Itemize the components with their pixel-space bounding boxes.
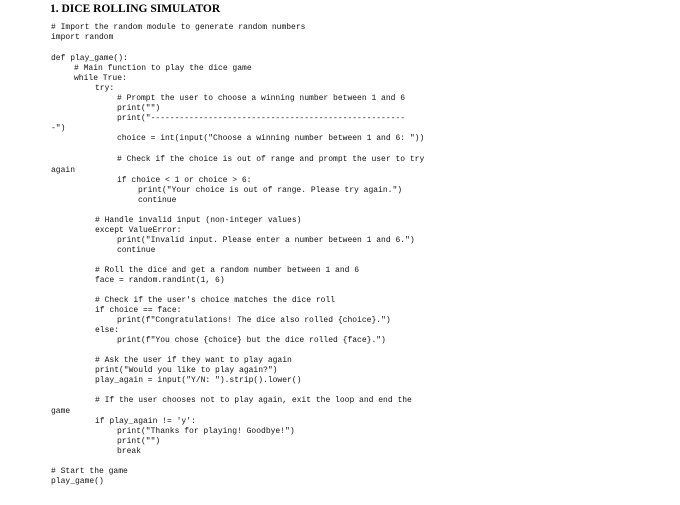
code-line-11: choice = int(input("Choose a winning number between 1 and 6: "))	[117, 134, 425, 143]
code-line-13: again	[51, 166, 76, 175]
code-line-25: print(f"Congratulations! The dice also rolled {choice}.")	[117, 316, 391, 325]
code-line-30: play_again = input("Y/N: ").strip().lower()	[95, 376, 302, 385]
code-line-1: # Import the random module to generate random numbers	[51, 23, 306, 32]
code-line-37: # Start the game	[51, 467, 128, 476]
code-line-5: while True:	[74, 74, 127, 83]
code-line-9: print("-----------------------------------------------------	[117, 114, 406, 123]
code-line-17: # Handle invalid input (non-integer values)	[95, 216, 302, 225]
code-line-8: print("")	[117, 104, 161, 113]
code-line-14: if choice < 1 or choice > 6:	[117, 176, 252, 185]
code-line-27: print(f"You chose {choice} but the dice rolled {face}.")	[117, 336, 386, 345]
code-line-20: continue	[117, 246, 156, 255]
code-line-4: # Main function to play the dice game	[74, 64, 252, 73]
code-line-15: print("Your choice is out of range. Please try again.")	[138, 186, 403, 195]
code-line-35: print("")	[117, 437, 161, 446]
code-line-6: try:	[95, 84, 115, 93]
code-line-31: # If the user chooses not to play again, exit the loop and end the	[95, 396, 412, 405]
code-line-38: play_game()	[51, 477, 104, 486]
code-line-7: # Prompt the user to choose a winning number between 1 and 6	[117, 94, 406, 103]
code-line-2: import random	[51, 33, 114, 42]
code-line-21: # Roll the dice and get a random number between 1 and 6	[95, 266, 360, 275]
code-line-29: print("Would you like to play again?")	[95, 366, 278, 375]
code-line-33: if play_again != 'y':	[95, 417, 196, 426]
code-line-12: # Check if the choice is out of range and prompt the user to try	[117, 155, 425, 164]
code-line-19: print("Invalid input. Please enter a number between 1 and 6.")	[117, 236, 415, 245]
code-line-32: game	[51, 407, 71, 416]
code-line-28: # Ask the user if they want to play again	[95, 356, 292, 365]
code-line-22: face = random.randint(1, 6)	[95, 276, 225, 285]
code-line-18: except ValueError:	[95, 226, 182, 235]
code-line-16: continue	[138, 196, 177, 205]
code-line-26: else:	[95, 326, 120, 335]
document-title: 1. DICE ROLLING SIMULATOR	[50, 3, 221, 15]
code-line-34: print("Thanks for playing! Goodbye!")	[117, 427, 295, 436]
code-line-10: -")	[51, 124, 66, 133]
code-line-3: def play_game():	[51, 54, 128, 63]
code-line-36: break	[117, 447, 142, 456]
code-line-23: # Check if the user's choice matches the dice roll	[95, 296, 336, 305]
code-line-24: if choice == face:	[95, 306, 182, 315]
